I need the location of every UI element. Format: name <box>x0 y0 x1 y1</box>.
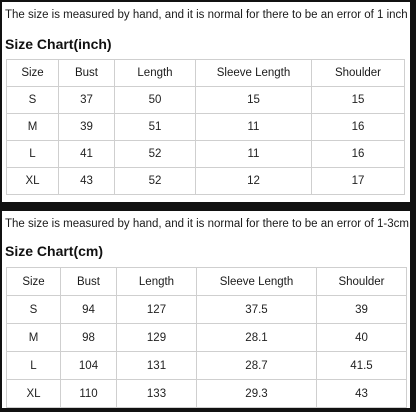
cell-size: M <box>7 324 61 352</box>
header-length: Length <box>117 268 197 296</box>
header-length: Length <box>115 60 196 87</box>
cell-length: 131 <box>117 352 197 380</box>
cell-sleeve-length: 28.7 <box>197 352 317 380</box>
cell-size: L <box>7 141 59 168</box>
cell-bust: 98 <box>61 324 117 352</box>
cell-bust: 39 <box>59 114 115 141</box>
size-chart-inch-panel <box>2 2 410 202</box>
cell-shoulder: 40 <box>317 324 407 352</box>
cell-shoulder: 16 <box>312 141 405 168</box>
size-table-cm <box>6 267 407 408</box>
cell-bust: 104 <box>61 352 117 380</box>
cell-length: 51 <box>115 114 196 141</box>
cell-shoulder: 41.5 <box>317 352 407 380</box>
table-row <box>7 380 407 408</box>
cell-bust: 41 <box>59 141 115 168</box>
size-chart-title: Size Chart(cm) <box>5 243 104 259</box>
cell-sleeve-length: 11 <box>196 141 312 168</box>
size-table-inch <box>6 59 405 195</box>
cell-sleeve-length: 15 <box>196 87 312 114</box>
cell-sleeve-length: 12 <box>196 168 312 195</box>
cell-size: XL <box>7 168 59 195</box>
cell-bust: 43 <box>59 168 115 195</box>
header-bust: Bust <box>59 60 115 87</box>
cell-length: 50 <box>115 87 196 114</box>
cell-length: 129 <box>117 324 197 352</box>
header-shoulder: Shoulder <box>317 268 407 296</box>
measurement-note: The size is measured by hand, and it is normal for there to be an error of 1-3cm <box>5 218 409 230</box>
cell-size: L <box>7 352 61 380</box>
cell-bust: 37 <box>59 87 115 114</box>
cell-sleeve-length: 11 <box>196 114 312 141</box>
table-row <box>7 168 405 195</box>
table-row <box>7 324 407 352</box>
cell-size: XL <box>7 380 61 408</box>
cell-shoulder: 43 <box>317 380 407 408</box>
cell-shoulder: 39 <box>317 296 407 324</box>
cell-sleeve-length: 29.3 <box>197 380 317 408</box>
table-row <box>7 87 405 114</box>
table-row <box>7 141 405 168</box>
cell-size: S <box>7 87 59 114</box>
table-header-row <box>7 60 405 87</box>
cell-size: M <box>7 114 59 141</box>
cell-bust: 94 <box>61 296 117 324</box>
cell-sleeve-length: 37.5 <box>197 296 317 324</box>
cell-length: 52 <box>115 141 196 168</box>
size-chart-title: Size Chart(inch) <box>5 36 112 52</box>
cell-shoulder: 16 <box>312 114 405 141</box>
cell-length: 133 <box>117 380 197 408</box>
cell-shoulder: 17 <box>312 168 405 195</box>
cell-bust: 110 <box>61 380 117 408</box>
header-shoulder: Shoulder <box>312 60 405 87</box>
table-row <box>7 296 407 324</box>
header-sleeve-length: Sleeve Length <box>196 60 312 87</box>
cell-sleeve-length: 28.1 <box>197 324 317 352</box>
table-header-row <box>7 268 407 296</box>
header-bust: Bust <box>61 268 117 296</box>
cell-length: 52 <box>115 168 196 195</box>
measurement-note: The size is measured by hand, and it is normal for there to be an error of 1 inch <box>5 9 408 21</box>
header-size: Size <box>7 60 59 87</box>
table-row <box>7 114 405 141</box>
cell-shoulder: 15 <box>312 87 405 114</box>
size-chart-cm-panel <box>2 211 410 408</box>
cell-size: S <box>7 296 61 324</box>
table-row <box>7 352 407 380</box>
header-sleeve-length: Sleeve Length <box>197 268 317 296</box>
cell-length: 127 <box>117 296 197 324</box>
header-size: Size <box>7 268 61 296</box>
